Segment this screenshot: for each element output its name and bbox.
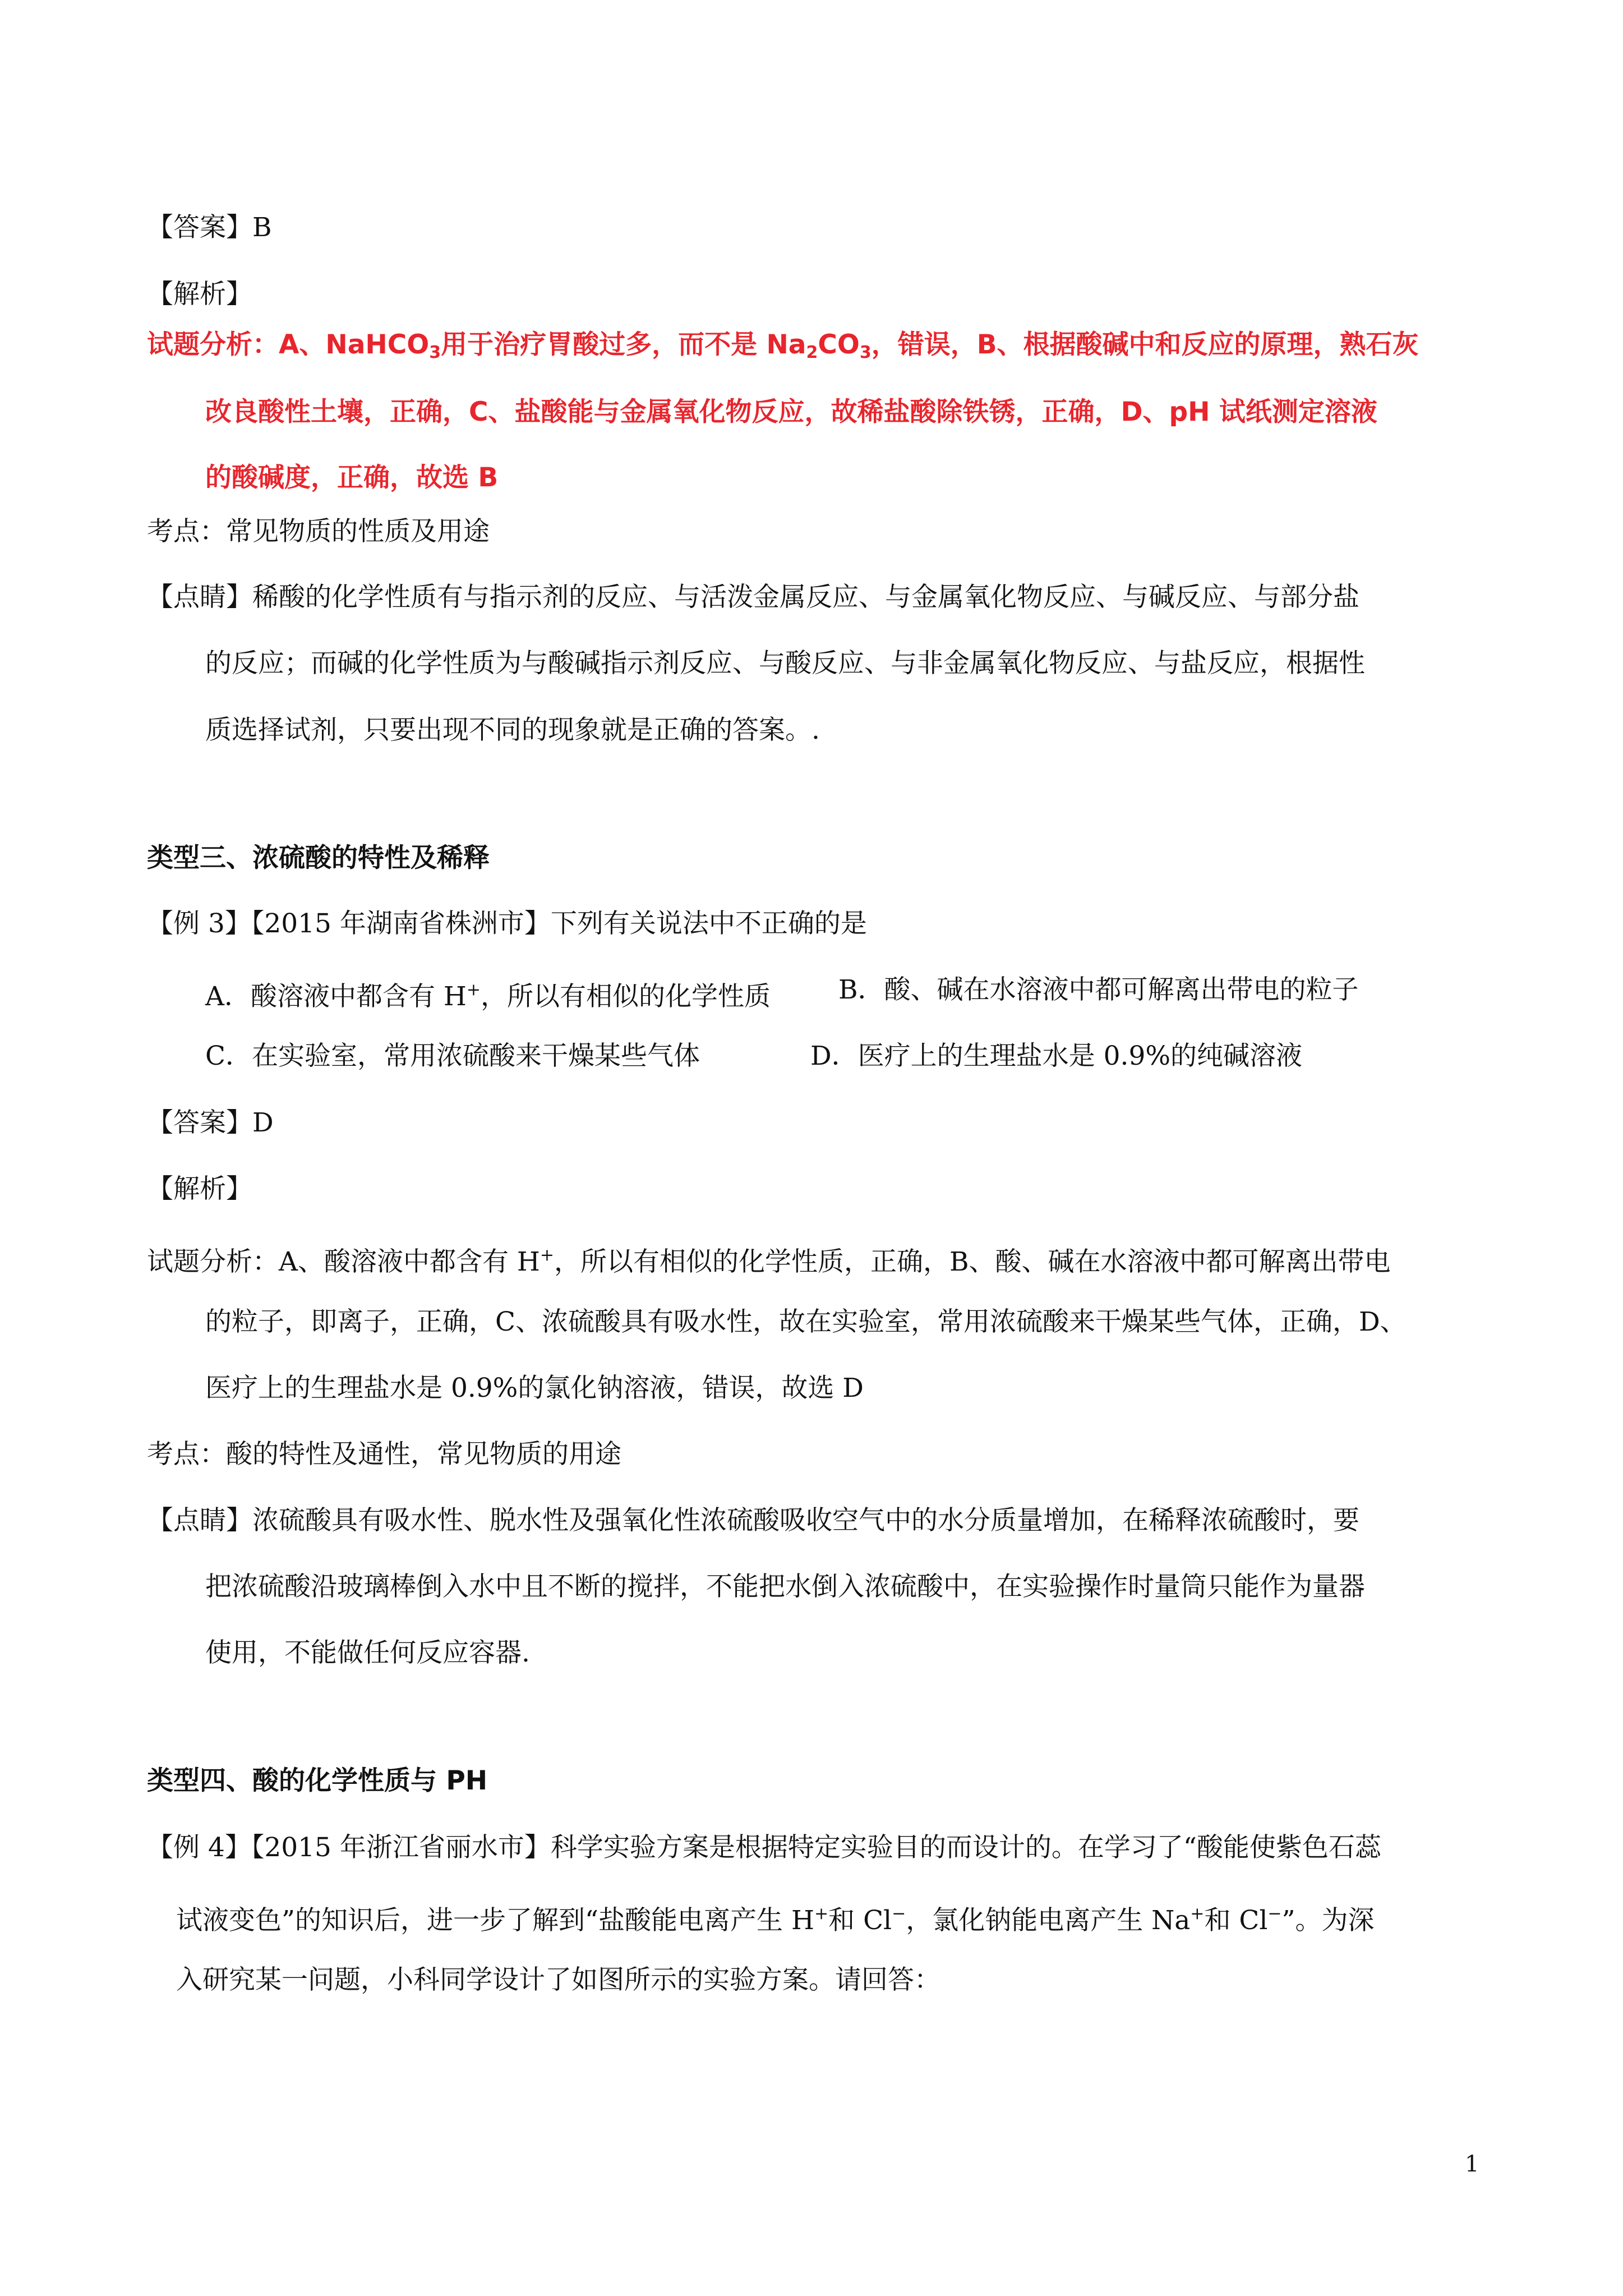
analysis-red-line-2: 改良酸性土壤，正确，C、盐酸能与金属氧化物反应，故稀盐酸除铁锈，正确，D、pH 试纸测定溶液 [205, 397, 1377, 427]
analysis-3-line-3: 医疗上的生理盐水是 0.9%的氯化钠溶液，错误，故选 D [205, 1373, 864, 1404]
analysis-red-line-3: 的酸碱度，正确，故选 B [205, 462, 499, 493]
kaodian-3: 考点：酸的特性及通性，常见物质的用途 [147, 1439, 621, 1470]
example-4-line-1: 【例 4】【2015 年浙江省丽水市】科学实验方案是根据特定实验目的而设计的。在学习了“酸能使紫色石蕊 [147, 1832, 1381, 1863]
option-c: C．在实验室，常用浓硫酸来干燥某些气体 [205, 1041, 700, 1071]
kaodian-1: 考点：常见物质的性质及用途 [147, 516, 490, 547]
dianjing-1-line-3: 质选择试剂，只要出现不同的现象就是正确的答案。. [205, 715, 820, 746]
dianjing-1-line-2: 的反应；而碱的化学性质为与酸碱指示剂反应、与酸反应、与非金属氧化物反应、与盐反应，根据性 [205, 648, 1365, 679]
answer-label-3: 【答案】D [147, 1107, 274, 1138]
dianjing-3-line-3: 使用，不能做任何反应容器. [205, 1637, 530, 1668]
section-4-title: 类型四、酸的化学性质与 PH [147, 1765, 488, 1796]
analysis-red-line-1: 试题分析：A、NaHCO$_3$用于治疗胃酸过多，而不是 $Na_2CO_3$，错误，B、根据酸碱中和反应的原理，熟石灰 [147, 329, 1419, 362]
dianjing-3-line-2: 把浓硫酸沿玻璃棒倒入水中且不断的搅拌，不能把水倒入浓硫酸中，在实验操作时量筒只能作为量器 [205, 1571, 1365, 1602]
analysis-title-1: 【解析】 [147, 279, 252, 310]
analysis-title-3: 【解析】 [147, 1174, 252, 1204]
example-4-line-3: 入研究某一问题，小科同学设计了如图所示的实验方案。请回答： [176, 1964, 940, 1995]
dianjing-1-line-1: 【点睛】稀酸的化学性质有与指示剂的反应、与活泼金属反应、与金属氧化物反应、与碱反应、与部分盐 [147, 582, 1359, 613]
analysis-3-line-1: 试题分析：A、酸溶液中都含有 H+，所以有相似的化学性质，正确，B、酸、碱在水溶液中都可解离出带电 [147, 1245, 1391, 1277]
page-number: 1 [1465, 2151, 1479, 2177]
option-b: B．酸、碱在水溶液中都可解离出带电的粒子 [838, 974, 1359, 1005]
option-a: A．酸溶液中都含有 H+，所以有相似的化学性质 [205, 980, 771, 1012]
answer-label-1: 【答案】B [147, 212, 272, 243]
analysis-3-line-2: 的粒子，即离子，正确，C、浓硫酸具有吸水性，故在实验室，常用浓硫酸来干燥某些气体，正确，D、 [205, 1306, 1407, 1337]
section-3-title: 类型三、浓硫酸的特性及稀释 [147, 843, 490, 873]
example-3-question: 【例 3】【2015 年湖南省株洲市】下列有关说法中不正确的是 [147, 908, 867, 939]
example-4-line-2: 试液变色”的知识后，进一步了解到“盐酸能电离产生 H+和 Cl−，氯化钠能电离产生 Na+和 Cl−”。为深 [176, 1904, 1375, 1936]
option-d: D．医疗上的生理盐水是 0.9%的纯碱溶液 [810, 1041, 1303, 1071]
dianjing-3-line-1: 【点睛】浓硫酸具有吸水性、脱水性及强氧化性浓硫酸吸收空气中的水分质量增加，在稀释浓硫酸时，要 [147, 1505, 1359, 1536]
